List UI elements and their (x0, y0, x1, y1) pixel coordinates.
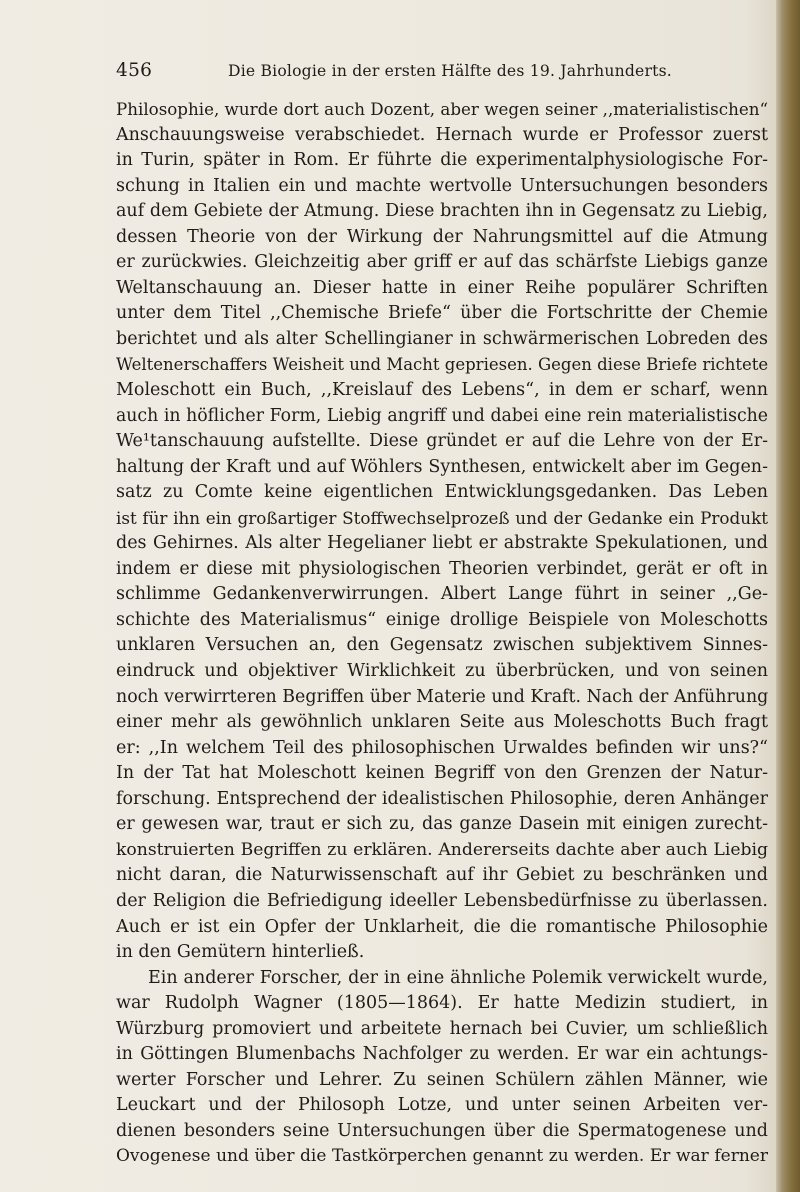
text-line: der Religion die Befriedigung ideeller Lebensbedürfnisse zu überlassen. (116, 890, 768, 911)
text-line: berichtet und als alter Schellingianer in schwärmerischen Lobreden des (116, 328, 768, 349)
paragraph-start-line: Ein anderer Forscher, der in eine ähnliche Polemik verwickelt wurde, (148, 967, 768, 988)
text-line: in Göttingen Blumenbachs Nachfolger zu werden. Er war ein achtungs- (116, 1044, 768, 1065)
text-line: in Turin, später in Rom. Er führte die experimentalphysiologische For- (116, 150, 768, 171)
text-line: noch verwirrteren Begriffen über Materie und Kraft. Nach der Anführung (116, 686, 769, 707)
text-line: dessen Theorie von der Wirkung der Nahrungsmittel auf die Atmung (116, 226, 768, 247)
text-line: des Gehirnes. Als alter Hegelianer liebt er abstrakte Spekulationen, und (116, 533, 768, 554)
text-line: We¹tanschauung aufstellte. Diese gründet er auf die Lehre von der Er- (116, 431, 768, 452)
text-line: er zurückwies. Gleichzeitig aber griff er auf das schärfste Liebigs ganze (116, 252, 768, 273)
text-line: Weltenerschaffers Weisheit und Macht gepriesen. Gegen diese Briefe richtete (116, 355, 769, 375)
text-line: Ovogenese und über die Tastkörperchen genannt zu werden. Er war ferner (116, 1146, 768, 1167)
text-line: unklaren Versuchen an, den Gegensatz zwischen subjektivem Sinnes- (116, 635, 768, 656)
text-line: auch in höflicher Form, Liebig angriff und dabei eine rein materialistische (116, 405, 768, 426)
text-line: nicht daran, die Naturwissenschaft auf ihr Gebiet zu beschränken und (116, 865, 768, 886)
running-header (116, 58, 768, 84)
running-title: Die Biologie in der ersten Hälfte des 19. Jahrhunderts. (228, 62, 672, 80)
page-number: 456 (116, 60, 153, 81)
text-line: einer mehr als gewöhnlich unklaren Seite aus Moleschotts Buch fragt (116, 712, 768, 733)
text-line: Auch er ist ein Opfer der Unklarheit, die die romantische Philosophie (116, 916, 768, 937)
text-line: dienen besonders seine Untersuchungen über die Spermatogenese und (116, 1120, 768, 1141)
text-line: haltung der Kraft und auf Wöhlers Synthesen, entwickelt aber im Gegen- (116, 456, 768, 477)
text-line: ist für ihn ein großartiger Stoffwechselprozeß und der Gedanke ein Produkt (116, 507, 768, 528)
body-text (116, 97, 768, 1170)
text-line: indem er diese mit physiologischen Theorien verbindet, gerät er oft in (116, 558, 768, 579)
text-line: Leuckart und der Philosoph Lotze, und unter seinen Arbeiten ver- (116, 1095, 768, 1116)
text-line: schichte des Materialismus“ einige drollige Beispiele von Moleschotts (116, 609, 768, 630)
text-line: konstruierten Begriffen zu erklären. Andererseits dachte aber auch Liebig (116, 839, 768, 860)
text-line: auf dem Gebiete der Atmung. Diese brachten ihn in Gegensatz zu Liebig, (116, 201, 768, 222)
text-line: eindruck und objektiver Wirklichkeit zu überbrücken, und von seinen (116, 661, 768, 682)
text-line: Moleschott ein Buch, ,,Kreislauf des Lebens“, in dem er scharf, wenn (116, 380, 768, 401)
text-line: forschung. Entsprechend der idealistischen Philosophie, deren Anhänger (116, 788, 768, 809)
text-line: Anschauungsweise verabschiedet. Hernach wurde er Professor zuerst (116, 124, 768, 145)
paragraph-end-line: in den Gemütern hinterließ. (116, 942, 365, 963)
text-line: In der Tat hat Moleschott keinen Begriff von den Grenzen der Natur- (116, 763, 768, 784)
text-line: war Rudolph Wagner (1805—1864). Er hatte Medizin studiert, in (116, 993, 768, 1014)
text-line: schlimme Gedankenverwirrungen. Albert Lange führt in seiner ,,Ge- (116, 584, 768, 605)
text-line: satz zu Comte keine eigentlichen Entwicklungsgedanken. Das Leben (116, 482, 768, 503)
text-line: Würzburg promoviert und arbeitete hernach bei Cuvier, um schließlich (116, 1018, 768, 1039)
text-line: Philosophie, wurde dort auch Dozent, aber wegen seiner ,,materialistischen“ (116, 99, 768, 119)
book-binding-edge (776, 0, 800, 1192)
text-line: werter Forscher und Lehrer. Zu seinen Schülern zählen Männer, wie (116, 1069, 768, 1090)
text-line: unter dem Titel ,,Chemische Briefe“ über die Fortschritte der Chemie (116, 303, 768, 324)
text-line: schung in Italien ein und machte wertvolle Untersuchungen besonders (116, 175, 768, 196)
text-line: er: ,,In welchem Teil des philosophischen Urwaldes befinden wir uns?“ (116, 737, 768, 758)
text-line: Weltanschauung an. Dieser hatte in einer Reihe populärer Schriften (116, 277, 768, 298)
text-line: er gewesen war, traut er sich zu, das ganze Dasein mit einigen zurecht- (116, 814, 768, 835)
